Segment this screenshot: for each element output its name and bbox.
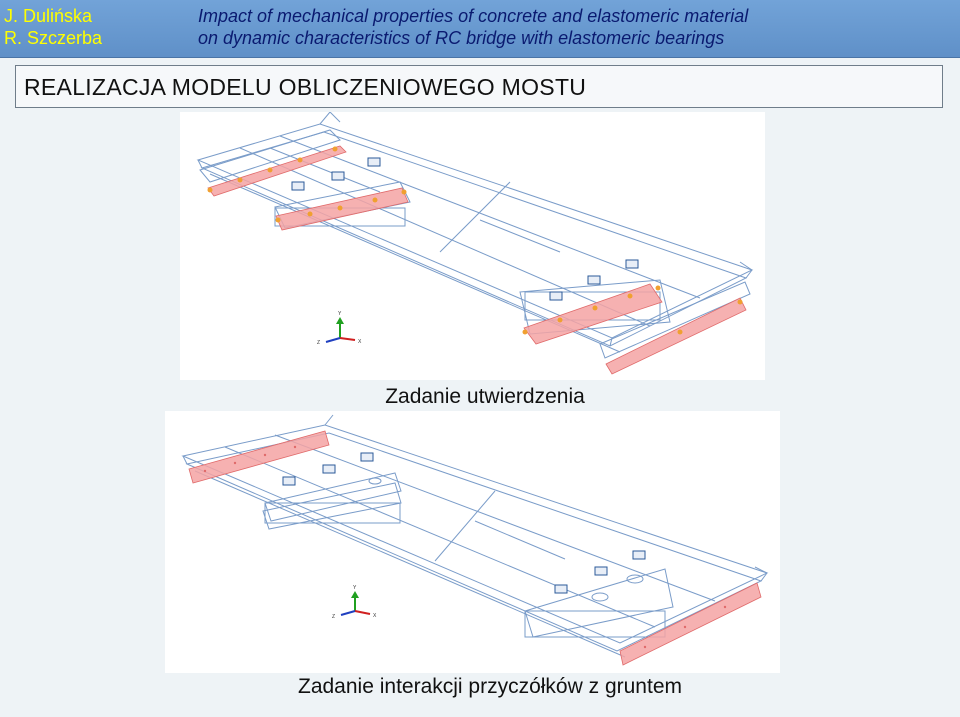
- axis-triad-1: [326, 317, 355, 342]
- bearing-4: [550, 292, 562, 300]
- bearing-5: [595, 567, 607, 575]
- bearing-6: [633, 551, 645, 559]
- axis-label-z: Z: [317, 340, 321, 346]
- section-title: REALIZACJA MODELU OBLICZENIOWEGO MOSTU: [24, 74, 587, 100]
- bridge-wireframe-2: [165, 411, 780, 673]
- bearing-6: [626, 260, 638, 268]
- bearing-5: [588, 276, 600, 284]
- axis-triad-2: [341, 591, 370, 615]
- axis-label-z: Z: [332, 614, 336, 620]
- support-zone-right-pier: [524, 284, 662, 344]
- figure-1-caption: Zadanie utwierdzenia: [385, 385, 585, 408]
- paper-title-line-2: on dynamic characteristics of RC bridge with elastomeric bearings: [198, 28, 725, 48]
- bearing-4: [555, 585, 567, 593]
- bearing-2: [332, 172, 344, 180]
- section-title-box: [15, 65, 943, 108]
- bearing-1: [292, 182, 304, 190]
- bridge-model-fixed-supports-image: [180, 112, 765, 380]
- author-1: J. Dulińska: [4, 6, 93, 26]
- axis-label-x: X: [373, 613, 377, 619]
- authors: [4, 5, 184, 49]
- bridge-wireframe-1: [180, 112, 765, 380]
- bearing-3: [368, 158, 380, 166]
- bearing-1: [283, 477, 295, 485]
- bearing-3: [361, 453, 373, 461]
- slide-header: [0, 0, 960, 58]
- paper-title: [198, 5, 958, 49]
- axis-label-y: Y: [338, 311, 342, 317]
- support-zone-left-top: [208, 146, 346, 196]
- author-2: R. Szczerba: [4, 28, 103, 48]
- bridge-model-soil-interaction-image: [165, 411, 780, 673]
- axis-label-x: X: [358, 339, 362, 345]
- axis-label-y: Y: [353, 585, 357, 591]
- soil-zone-right-abutment: [620, 583, 761, 665]
- bearing-2: [323, 465, 335, 473]
- soil-zone-left-abutment: [189, 431, 329, 483]
- paper-title-line-1: Impact of mechanical properties of concrete and elastomeric material: [198, 6, 749, 26]
- figure-2-caption: Zadanie interakcji przyczółków z gruntem: [298, 675, 682, 698]
